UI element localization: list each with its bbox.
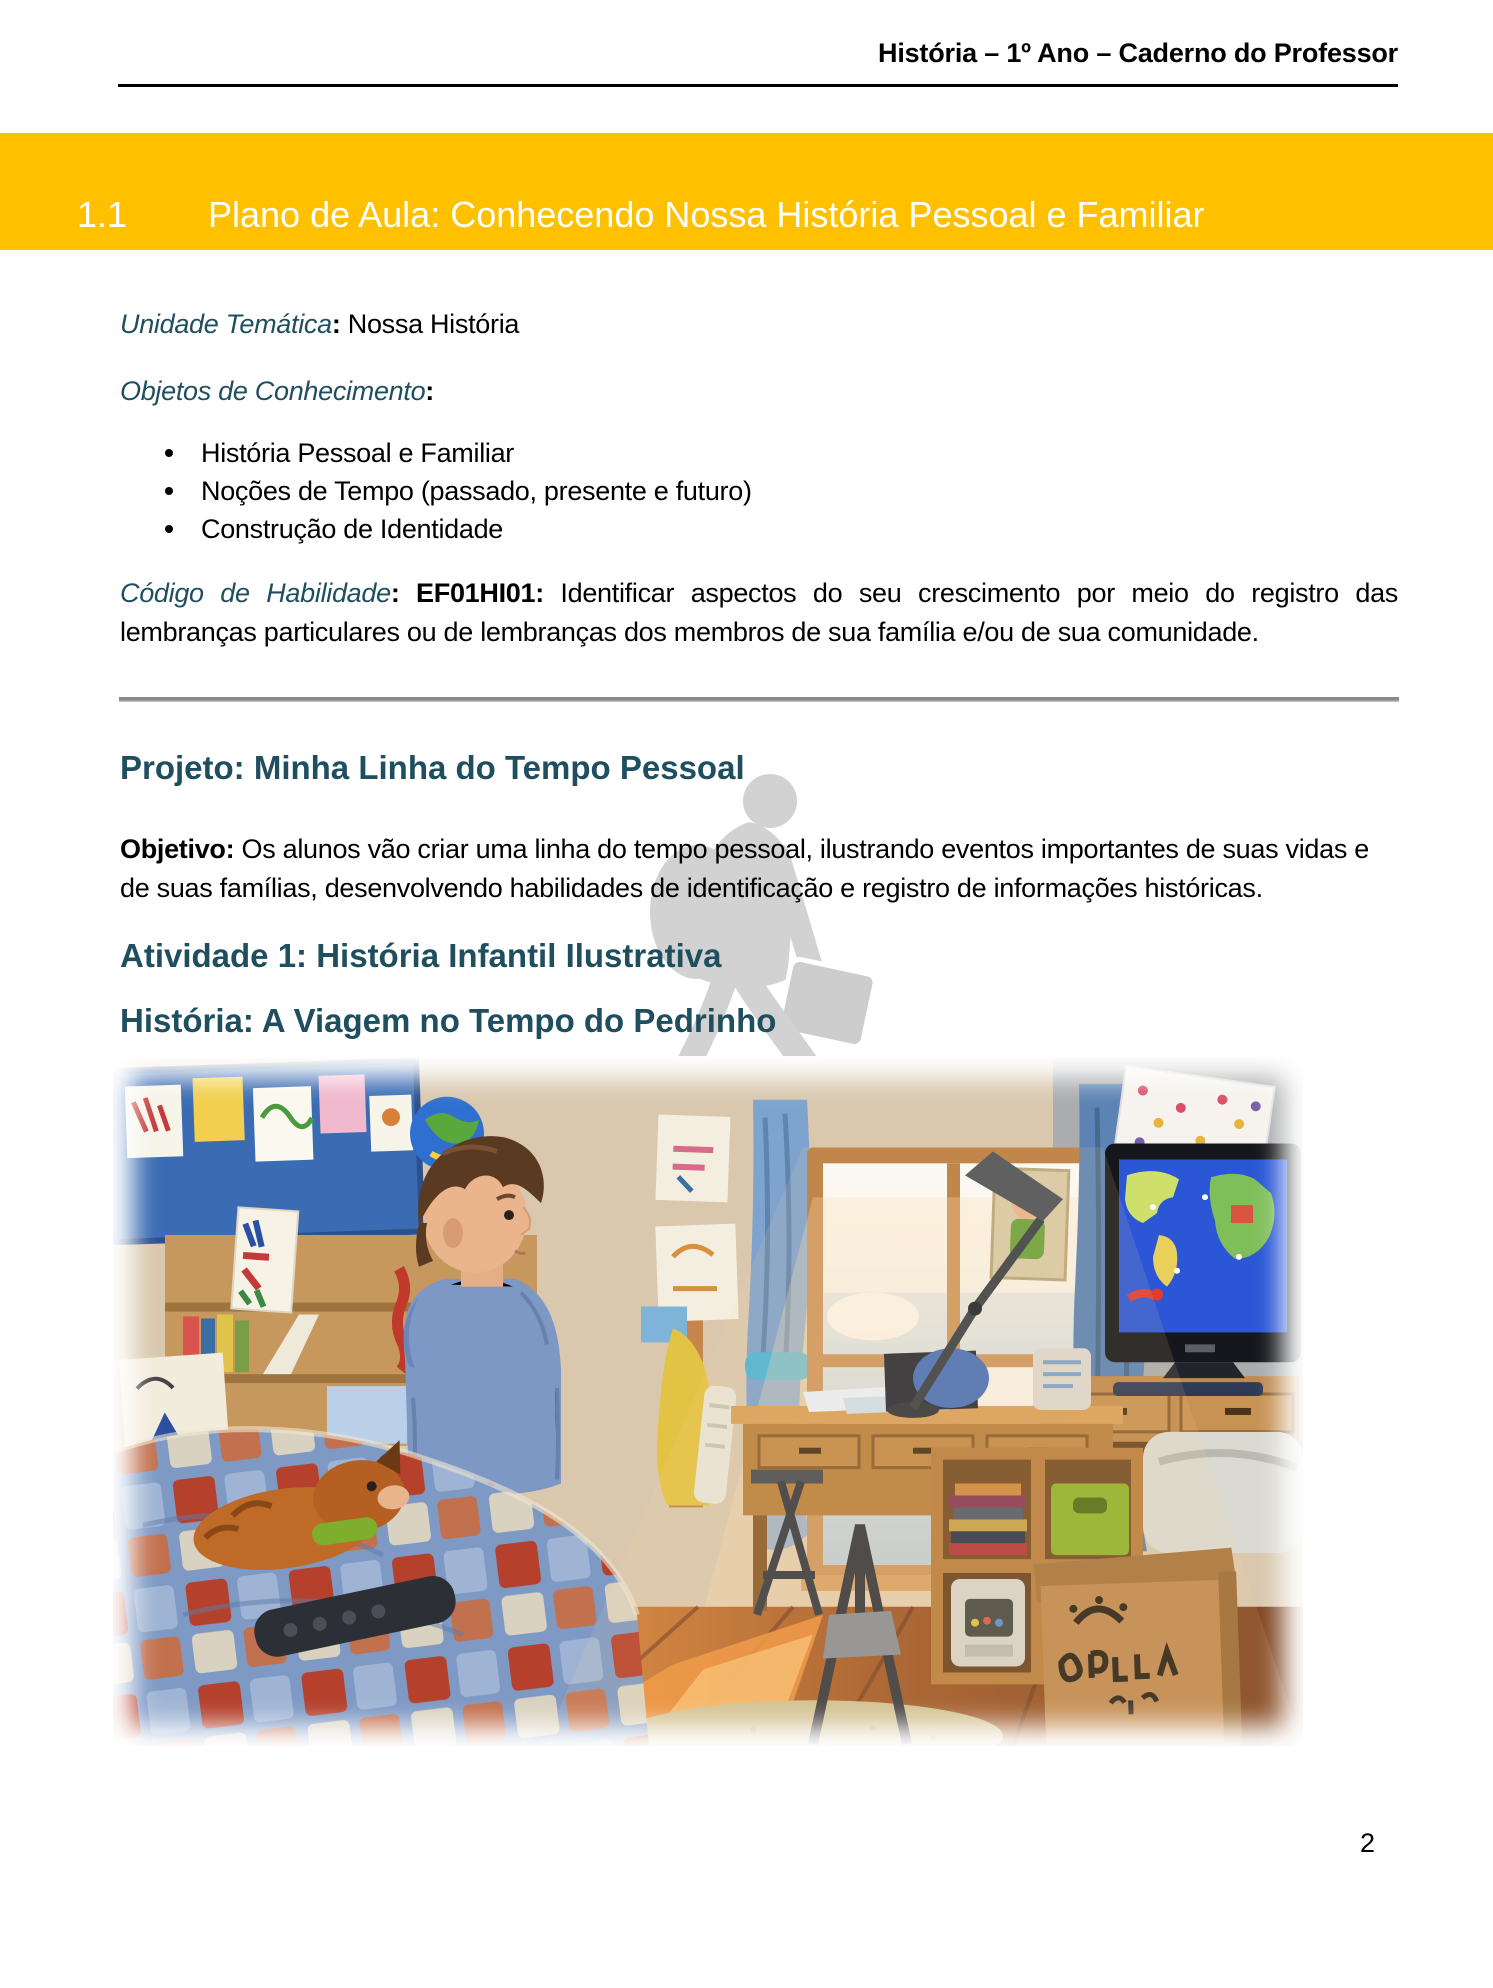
bullet-text: Noções de Tempo (passado, presente e futuro) — [201, 476, 752, 506]
codigo-colon: : — [390, 578, 417, 608]
bullet-item — [120, 472, 1398, 510]
objetivo-label: Objetivo: — [120, 834, 235, 864]
objetivo-paragraph — [120, 830, 1398, 908]
bullet-item — [120, 510, 1398, 548]
story-illustration — [113, 1058, 1303, 1746]
objetos-bullet-list — [120, 434, 1398, 548]
page-number — [120, 1828, 1375, 1859]
codigo-text: Identificar aspectos do seu crescimento por meio do registro das lembranças particulares ou de lembranças dos membros de sua família e/ou de sua comunidade. — [120, 578, 1398, 647]
section-title: Plano de Aula: Conhecendo Nossa História Pessoal e Familiar — [208, 194, 1205, 235]
running-header — [120, 38, 1398, 69]
historia-heading: História: A Viagem no Tempo do Pedrinho — [120, 1002, 777, 1039]
projeto-heading: Projeto: Minha Linha do Tempo Pessoal — [120, 749, 745, 786]
objetos-line — [120, 372, 1398, 411]
page-number-value: 2 — [1359, 1828, 1375, 1858]
bullet-text: Construção de Identidade — [201, 514, 504, 544]
bullet-item — [120, 434, 1398, 472]
codigo-label: Código de Habilidade — [120, 578, 391, 608]
section-banner — [0, 133, 1493, 250]
unidade-tematica-line — [120, 305, 1398, 344]
objetos-colon: : — [425, 376, 434, 406]
section-divider — [119, 697, 1399, 702]
objetivo-text: Os alunos vão criar uma linha do tempo pessoal, ilustrando eventos importantes de suas vidas e de suas famílias, desenvolvendo habilidades de identificação e registro de informações históricas. — [120, 834, 1369, 903]
objetos-label: Objetos de Conhecimento — [120, 376, 426, 406]
unidade-value: Nossa História — [347, 309, 520, 339]
header-rule — [118, 84, 1398, 87]
running-header-text: História – 1º Ano – Caderno do Professor — [878, 38, 1398, 68]
unidade-label: Unidade Temática — [120, 309, 332, 339]
codigo-habilidade-paragraph — [120, 574, 1398, 652]
section-number: 1.1 — [77, 194, 128, 235]
bullet-text: História Pessoal e Familiar — [201, 438, 514, 468]
atividade-heading: Atividade 1: História Infantil Ilustrativa — [120, 937, 722, 974]
codigo-code: EF01HI01: — [416, 578, 544, 608]
unidade-colon: : — [331, 309, 348, 339]
wall-sign — [231, 1207, 298, 1312]
